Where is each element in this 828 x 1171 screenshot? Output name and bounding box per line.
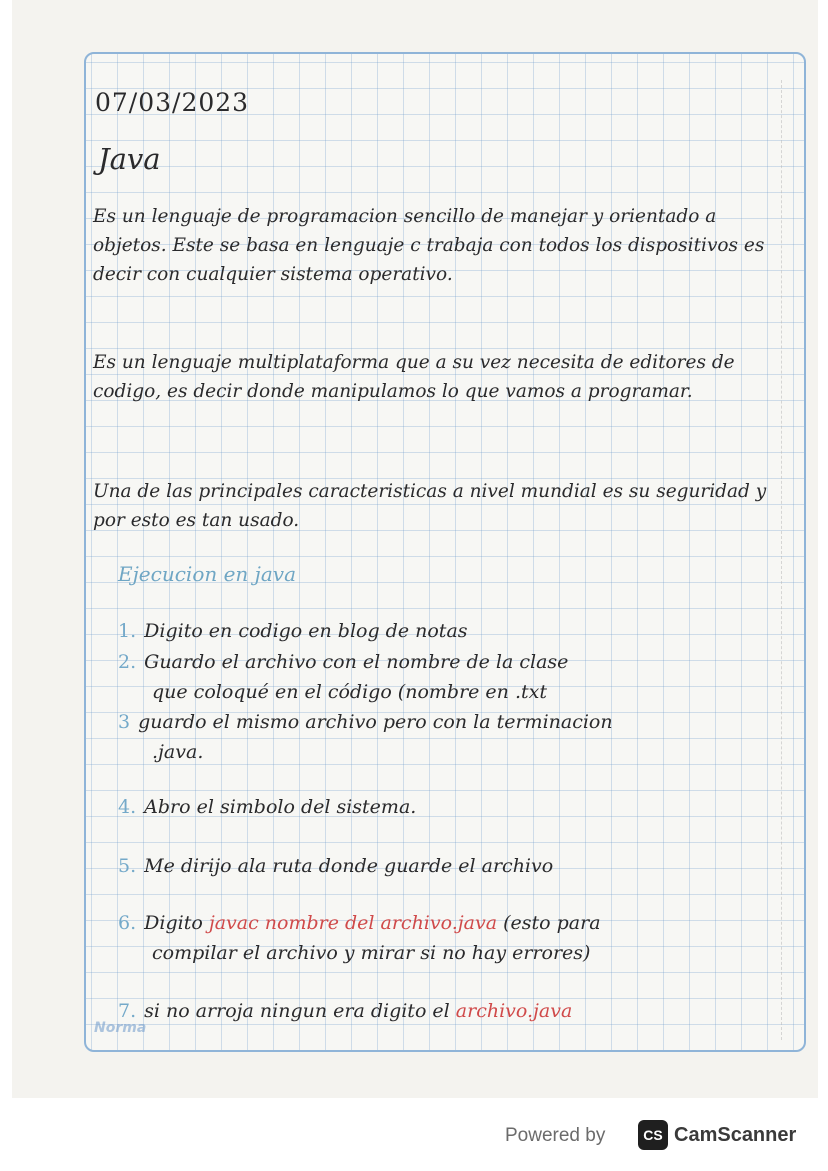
step-text: Guardo el archivo con el nombre de la clase	[144, 651, 569, 673]
step-text-note: (esto para	[503, 912, 601, 934]
note-title: Java	[98, 142, 161, 176]
step-text-continued: .java.	[152, 741, 204, 763]
step-text: Abro el simbolo del sistema.	[144, 796, 417, 818]
step-1	[118, 616, 783, 646]
step-number: 2.	[118, 651, 137, 673]
camscanner-logo-icon: CS	[638, 1120, 668, 1150]
step-text: si no arroja ningun era digito el	[144, 1000, 450, 1022]
step-text-continued: que coloqué en el código (nombre en .txt	[152, 681, 547, 703]
powered-by-text: Powered by	[505, 1125, 606, 1146]
step-number: 7.	[118, 1000, 137, 1022]
step-text-continued: compilar el archivo y mirar si no hay errores)	[152, 942, 591, 964]
step-5	[118, 851, 783, 881]
step-text: Digito en codigo en blog de notas	[144, 620, 468, 642]
step-3	[118, 707, 783, 767]
step-7	[118, 996, 783, 1026]
command-text: javac nombre del archivo.java	[208, 912, 498, 934]
step-number: 4.	[118, 796, 137, 818]
step-text: Me dirijo ala ruta donde guarde el archivo	[144, 855, 554, 877]
paragraph-security: Una de las principales caracteristicas a nivel mundial es su seguridad y por esto es tan usado.	[93, 481, 767, 531]
step-number: 3	[118, 711, 131, 733]
step-2	[118, 647, 783, 707]
step-4	[118, 792, 783, 822]
step-text: guardo el mismo archivo pero con la terminacion	[138, 711, 613, 733]
section-title: Ejecucion en java	[118, 562, 297, 586]
step-text: Digito	[144, 912, 203, 934]
paragraph-definition: Es un lenguaje de programacion sencillo de manejar y orientado a objetos. Este se basa en lenguaje c trabaja con todos los dispositivos es decir con cualquier sistema operativo.	[93, 206, 765, 285]
step-number: 5.	[118, 855, 137, 877]
step-number: 1.	[118, 620, 137, 642]
paragraph-multiplatform: Es un lenguaje multiplataforma que a su vez necesita de editores de codigo, es decir donde manipulamos lo que vamos a programar.	[93, 352, 735, 402]
page-edge-bleed	[781, 80, 810, 1040]
notebook-brand-watermark: Norma	[94, 1020, 147, 1036]
step-number: 6.	[118, 912, 137, 934]
step-6	[118, 908, 783, 968]
note-date: 07/03/2023	[95, 88, 250, 117]
camscanner-brand: CamScanner	[674, 1124, 797, 1146]
command-text: archivo.java	[455, 1000, 573, 1022]
